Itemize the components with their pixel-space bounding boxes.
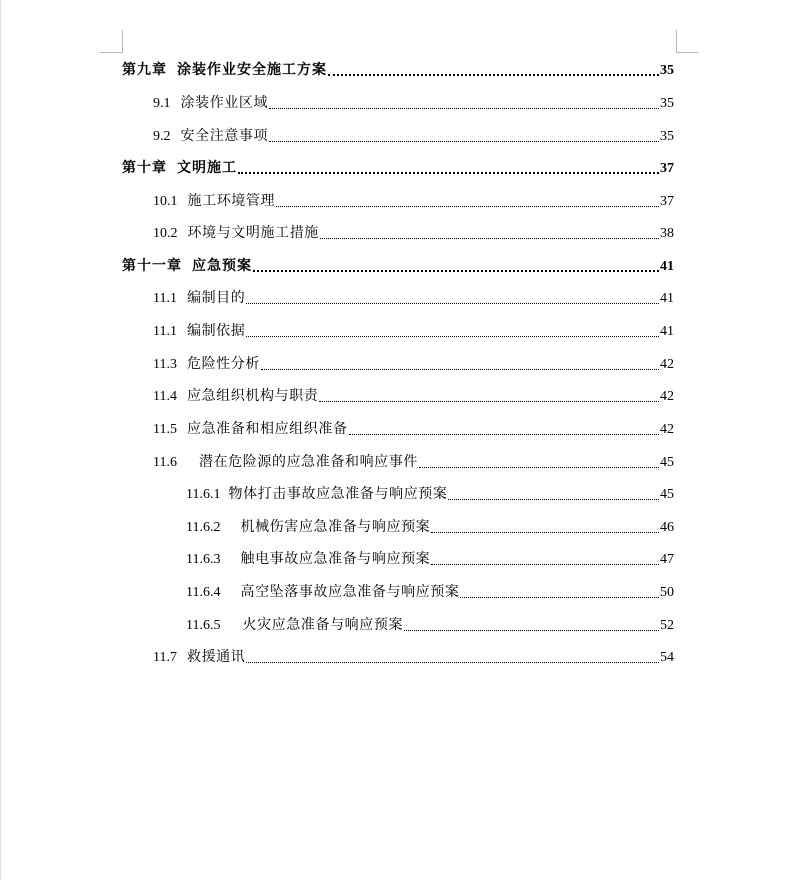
toc-entry-title: 涂装作业区域 [180,95,269,111]
toc-section-number: 11.6 [153,455,177,470]
toc-entry-title: 涂装作业安全施工方案 [177,62,327,78]
toc-section-number: 11.6.1 [186,487,221,502]
toc-entry[interactable] [153,385,674,407]
toc-leader [349,434,659,435]
toc-entry[interactable] [153,92,674,114]
toc-leader [261,369,659,370]
toc-entry-title: 文明施工 [177,160,237,176]
toc-entry[interactable] [186,548,674,570]
toc-entry[interactable] [122,255,674,277]
toc-entry-title: 编制目的 [186,290,246,306]
toc-page-number: 35 [660,129,674,144]
toc-page-number: 41 [660,291,674,306]
toc-entry-title: 应急准备和相应组织准备 [186,421,348,437]
toc-section-number: 9.1 [153,96,171,111]
toc-section-number: 11.6.3 [186,552,221,567]
toc-entry-title: 应急预案 [192,258,252,274]
toc-section-number: 9.2 [153,129,171,144]
toc-page-number: 35 [660,63,674,78]
toc-section-number: 10.1 [153,194,178,209]
toc-leader [246,662,659,663]
toc-section-number: 11.6.5 [186,618,221,633]
toc-chapter-number: 第十一章 [122,258,182,274]
toc-page-number: 35 [660,96,674,111]
toc-section-number: 10.2 [153,226,178,241]
toc-page-number: 52 [660,618,674,633]
toc-entry[interactable] [153,222,674,244]
page-edge [0,0,1,880]
toc-chapter-number: 第九章 [122,62,167,78]
margin-corner-top-right [676,30,699,53]
toc-entry[interactable] [153,451,674,473]
toc-entry[interactable] [122,157,674,179]
toc-section-number: 11.6.2 [186,520,221,535]
toc-leader [431,532,659,533]
toc-entry[interactable] [122,59,674,81]
toc-section-number: 11.6.4 [186,585,221,600]
toc-entry-title: 危险性分析 [186,356,260,372]
toc-entry-title: 触电事故应急准备与响应预案 [240,551,431,567]
toc-leader [460,597,659,598]
toc-page-number: 50 [660,585,674,600]
margin-corner-top-left [100,30,123,53]
toc-leader [320,238,659,239]
toc-page-number: 45 [660,455,674,470]
toc-section-number: 11.4 [153,389,177,404]
toc-page-number: 37 [660,194,674,209]
toc-leader [319,401,659,402]
toc-page-number: 47 [660,552,674,567]
toc-entry[interactable] [153,353,674,375]
toc-section-number: 11.3 [153,357,177,372]
toc-leader [448,499,659,500]
toc-leader [246,303,659,304]
toc-leader [253,270,659,272]
toc-entry-title: 应急组织机构与职责 [186,388,319,404]
toc-entry[interactable] [153,418,674,440]
toc-leader [419,467,659,468]
toc-leader [246,336,659,337]
toc-entry[interactable] [153,646,674,668]
toc-entry-title: 救援通讯 [186,649,246,665]
toc-entry[interactable] [186,483,674,505]
toc-section-number: 11.1 [153,324,177,339]
toc-entry[interactable] [153,320,674,342]
toc-entry[interactable] [186,516,674,538]
toc-entry-title: 物体打击事故应急准备与响应预案 [228,486,448,502]
toc-page-number: 45 [660,487,674,502]
toc-leader [328,74,659,76]
toc-entry-title: 高空坠落事故应急准备与响应预案 [240,584,460,600]
toc-page-number: 38 [660,226,674,241]
toc-section-number: 11.1 [153,291,177,306]
toc-leader [404,630,659,631]
toc-leader [431,564,659,565]
toc-entry[interactable] [153,125,674,147]
toc-page-number: 41 [660,324,674,339]
toc-section-number: 11.5 [153,422,177,437]
toc-page-number: 54 [660,650,674,665]
toc-section-number: 11.7 [153,650,177,665]
toc-page-number: 42 [660,389,674,404]
toc-entry-title: 机械伤害应急准备与响应预案 [240,519,431,535]
toc-entry-title: 火灾应急准备与响应预案 [242,617,404,633]
toc-page-number: 42 [660,422,674,437]
toc-page-number: 46 [660,520,674,535]
toc-entry-title: 施工环境管理 [187,193,276,209]
toc-entry-title: 环境与文明施工措施 [187,225,319,241]
toc-entry[interactable] [186,581,674,603]
toc-entry[interactable] [186,614,674,636]
toc-entry-title: 潜在危险源的应急准备和响应事件 [198,454,418,470]
toc-leader [276,206,659,207]
toc-page-number: 42 [660,357,674,372]
toc-entry[interactable] [153,190,674,212]
toc-leader [269,141,659,142]
toc-chapter-number: 第十章 [122,160,167,176]
toc-page-number: 41 [660,259,674,274]
toc-leader [269,108,659,109]
toc-entry-title: 编制依据 [186,323,246,339]
toc-entry[interactable] [153,287,674,309]
toc-leader [238,172,659,174]
toc-entry-title: 安全注意事项 [180,128,269,144]
toc-page-number: 37 [660,161,674,176]
